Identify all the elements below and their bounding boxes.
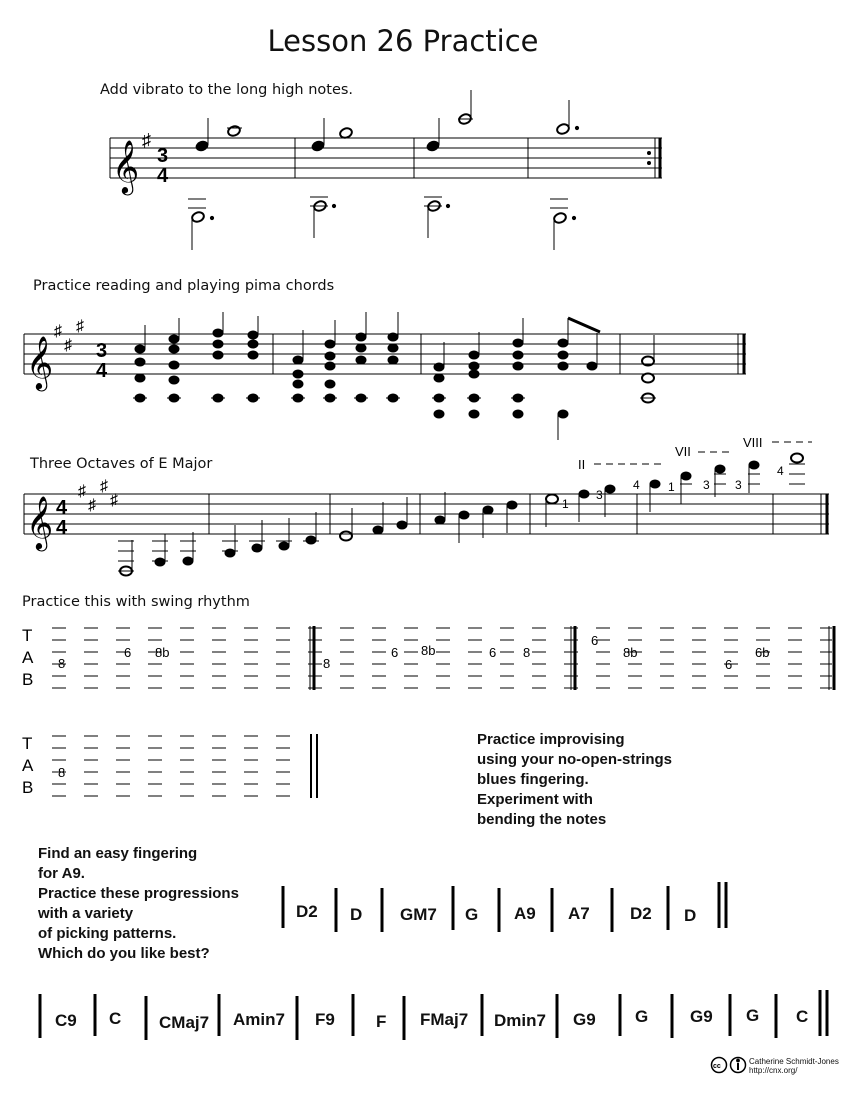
improvise-line: Experiment with xyxy=(477,791,593,808)
exercise4-caption: Practice this with swing rhythm xyxy=(22,594,250,610)
chord-symbol: D2 xyxy=(296,902,318,921)
tab-number: 8b xyxy=(421,643,436,658)
tab-number: 8b xyxy=(623,645,638,660)
fingering-number: 1 xyxy=(562,497,569,511)
fingering-number: 3 xyxy=(735,478,742,492)
exercise2-staff xyxy=(24,334,746,374)
improvise-line: bending the notes xyxy=(477,811,607,828)
tab-number: 8 xyxy=(58,765,66,780)
improvise-line: blues fingering. xyxy=(477,771,589,788)
chord-symbol: G9 xyxy=(690,1007,713,1026)
exercise3-time-bottom: 4 xyxy=(56,517,68,539)
fingering-number: 1 xyxy=(668,480,675,494)
chord-symbol: G xyxy=(746,1006,760,1025)
chord-symbol: A9 xyxy=(514,904,536,923)
tab-number: 8 xyxy=(58,656,66,671)
fingering-line: Find an easy fingering xyxy=(38,845,198,862)
position-mark-viii: VIII xyxy=(743,435,763,450)
fingering-number: 4 xyxy=(777,464,784,478)
position-mark-ii: II xyxy=(578,457,586,472)
chord-symbol: Dmin7 xyxy=(494,1011,546,1030)
sharp-icon: ♯ xyxy=(54,323,62,340)
footer-author: Catherine Schmidt-Jones xyxy=(749,1057,839,1066)
footer-url[interactable]: http://cnx.org/ xyxy=(749,1066,798,1075)
tab-number: 8 xyxy=(323,656,331,671)
tab-number: 8b xyxy=(155,645,170,660)
treble-clef-icon: 𝄞 xyxy=(26,336,54,388)
exercise1-staff xyxy=(110,138,662,178)
fingering-line: Which do you like best? xyxy=(38,945,210,962)
chord-symbol: A7 xyxy=(568,904,590,923)
exercise2-time-bottom: 4 xyxy=(96,360,108,382)
chord-symbol: F xyxy=(376,1012,387,1031)
tab-number: 6 xyxy=(489,645,497,660)
treble-clef-icon: 𝄞 xyxy=(112,140,140,192)
tab-number: 6 xyxy=(591,633,599,648)
chord-symbol: CMaj7 xyxy=(159,1013,210,1032)
sharp-icon: ♯ xyxy=(64,337,72,354)
fingering-line: Practice these progressions xyxy=(38,885,239,902)
chord-symbol: D xyxy=(350,905,363,924)
exercise3-staff xyxy=(24,494,829,534)
position-mark-vii: VII xyxy=(675,444,691,459)
tab-staff-2 xyxy=(52,736,306,796)
exercise1-time-top: 3 xyxy=(157,145,169,167)
exercise1-time-bottom: 4 xyxy=(157,165,169,187)
chord-symbol: D xyxy=(684,906,697,925)
fingering-line: with a variety xyxy=(38,905,134,922)
chord-symbol: Amin7 xyxy=(233,1010,285,1029)
improvise-note xyxy=(477,730,672,830)
tab-letter-b: B xyxy=(22,670,34,689)
sharp-icon: ♯ xyxy=(78,483,86,500)
exercise2-chords xyxy=(133,312,656,440)
exercise3-time-top: 4 xyxy=(56,497,68,519)
fingering-line: for A9. xyxy=(38,865,85,882)
improvise-line: using your no-open-strings xyxy=(477,751,672,768)
chord-symbol: C xyxy=(109,1009,122,1028)
tab-number: 6 xyxy=(725,657,733,672)
chord-symbol: FMaj7 xyxy=(420,1010,469,1029)
fingering-number: 4 xyxy=(633,478,640,492)
tab-letter-a: A xyxy=(22,756,34,775)
tab-letter-t: T xyxy=(22,626,33,645)
tab-letter-a: A xyxy=(22,648,34,667)
fingering-line: of picking patterns. xyxy=(38,925,177,942)
sharp-icon: ♯ xyxy=(88,497,96,514)
tab-number: 8 xyxy=(523,645,531,660)
footer-credit xyxy=(749,1057,839,1075)
chord-symbol: C xyxy=(796,1007,809,1026)
exercise2-time-top: 3 xyxy=(96,340,108,362)
sharp-icon: ♯ xyxy=(76,318,84,335)
exercise3-caption: Three Octaves of E Major xyxy=(30,456,213,472)
cc-badge-text: cc xyxy=(713,1063,721,1070)
page-title: Lesson 26 Practice xyxy=(267,24,539,58)
chord-symbol: F9 xyxy=(315,1010,335,1029)
chord-symbol: GM7 xyxy=(400,905,437,924)
chord-symbol: G xyxy=(465,905,479,924)
sharp-icon: ♯ xyxy=(100,478,108,495)
exercise1-caption: Add vibrato to the long high notes. xyxy=(100,82,354,98)
tab-letter-t: T xyxy=(22,734,33,753)
chord-symbol: G9 xyxy=(573,1010,596,1029)
tab-letter-b: B xyxy=(22,778,34,797)
sharp-icon: ♯ xyxy=(110,492,118,509)
chord-symbol: C9 xyxy=(55,1011,77,1030)
exercise2-caption: Practice reading and playing pima chords xyxy=(33,278,335,294)
sharp-icon: ♯ xyxy=(142,130,151,150)
fingering-number: 3 xyxy=(703,478,710,492)
tab-number: 6 xyxy=(391,645,399,660)
improvise-line: Practice improvising xyxy=(477,731,625,748)
treble-clef-icon: 𝄞 xyxy=(26,496,54,548)
fingering-number: 3 xyxy=(596,488,603,502)
chord-symbol: D2 xyxy=(630,904,652,923)
exercise1-notes xyxy=(188,90,579,250)
chord-symbol: G xyxy=(635,1007,649,1026)
fingering-note xyxy=(38,844,239,964)
tab-number: 6b xyxy=(755,645,770,660)
tab-number: 6 xyxy=(124,645,132,660)
